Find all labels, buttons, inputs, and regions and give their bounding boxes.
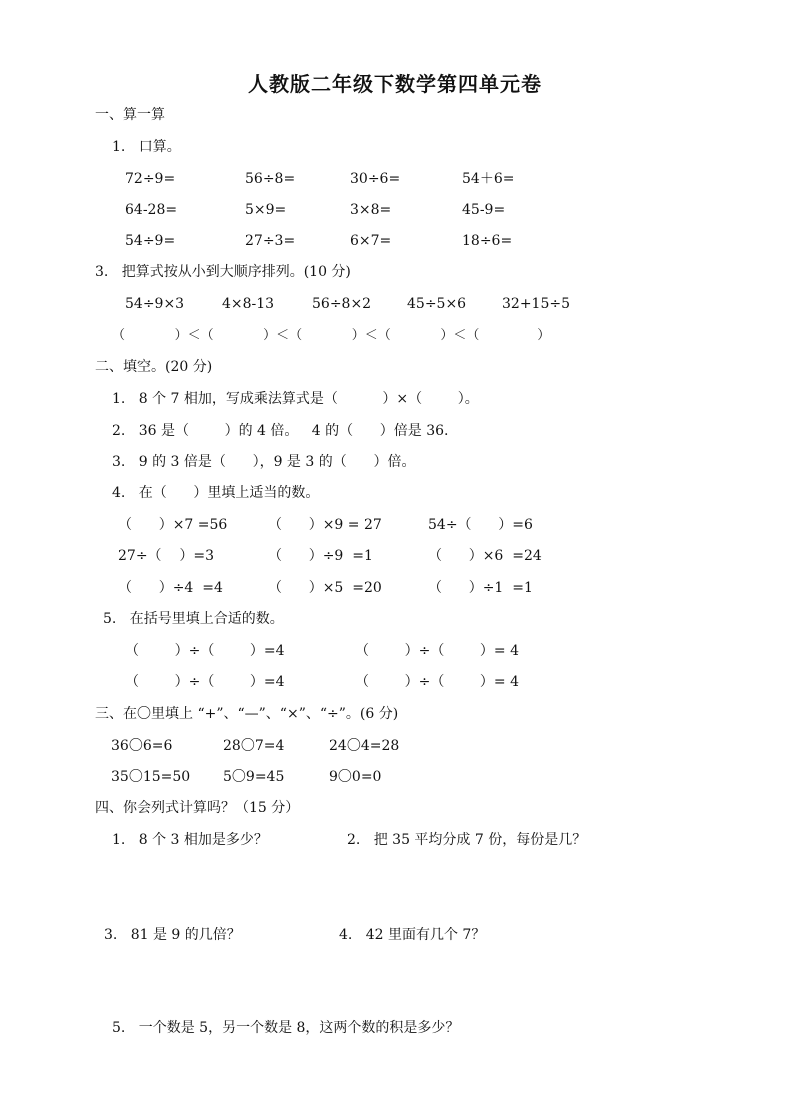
oral-row <box>125 170 685 188</box>
operator-item: 9〇0=0 <box>329 769 382 785</box>
question-2-2: 2. 36 是（ ）的 4 倍。 4 的（ ）倍是 36. <box>112 423 449 439</box>
oral-item: 6×7= <box>350 233 392 249</box>
oral-row <box>125 201 685 219</box>
oral-item: 72÷9= <box>125 171 176 187</box>
operator-item: 28〇7=4 <box>223 738 285 754</box>
order-answer-line: （ ）＜（ ）＜（ ）＜（ ）＜（ ） <box>112 328 551 343</box>
question-4-2: 2. 把 35 平均分成 7 份，每份是几？ <box>347 832 587 848</box>
section-1-heading: 一、算一算 <box>95 107 165 123</box>
fill-item: （ ）×6 =24 <box>428 548 542 564</box>
bracket-row <box>125 642 685 660</box>
question-2-3: 3. 9 的 3 倍是（ ），9 是 3 的（ ）倍。 <box>112 454 416 470</box>
section-3-heading: 三、在〇里填上 “+”、“—”、“×”、“÷”。(6 分) <box>95 706 399 722</box>
question-4-1: 1. 8 个 3 相加是多少？ <box>112 832 268 848</box>
oral-item: 54＋6= <box>462 171 515 187</box>
oral-item: 27÷3= <box>245 233 296 249</box>
expression-row <box>125 295 685 313</box>
page-title: 人教版二年级下数学第四单元卷 <box>248 72 542 96</box>
oral-row <box>125 232 685 250</box>
bracket-row <box>125 673 685 691</box>
expression-item: 32+15÷5 <box>502 296 570 312</box>
oral-item: 30÷6= <box>350 171 401 187</box>
fill-item: （ ）÷4 =4 <box>118 580 223 596</box>
bracket-item: （ ）÷（ ）= 4 <box>355 674 520 690</box>
bracket-item: （ ）÷（ ）=4 <box>125 643 285 659</box>
fill-row <box>118 547 678 565</box>
operator-item: 35〇15=50 <box>111 769 191 785</box>
operator-item: 24〇4=28 <box>329 738 400 754</box>
question-4-5: 5. 一个数是 5，另一个数是 8，这两个数的积是多少？ <box>112 1020 460 1036</box>
fill-item: 27÷（ ）=3 <box>118 548 214 564</box>
oral-item: 56÷8= <box>245 171 296 187</box>
fill-item: （ ）×5 =20 <box>268 580 382 596</box>
operator-row <box>111 768 671 786</box>
oral-item: 54÷9= <box>125 233 176 249</box>
question-4-4: 4. 42 里面有几个 7？ <box>339 927 486 943</box>
operator-item: 5〇9=45 <box>223 769 285 785</box>
expression-item: 4×8-13 <box>222 296 275 312</box>
operator-item: 36〇6=6 <box>111 738 173 754</box>
fill-item: （ ）×9 = 27 <box>268 517 382 533</box>
bracket-item: （ ）÷（ ）=4 <box>125 674 285 690</box>
fill-item: 54÷（ ）=6 <box>428 517 533 533</box>
fill-item: （ ）÷1 =1 <box>428 580 533 596</box>
question-2-1: 1. 8 个 7 相加，写成乘法算式是（ ）×（ ）。 <box>112 391 479 407</box>
fill-item: （ ）÷9 =1 <box>268 548 373 564</box>
question-1-3: 3. 把算式按从小到大顺序排列。(10 分) <box>95 264 351 280</box>
oral-item: 18÷6= <box>462 233 513 249</box>
expression-item: 45÷5×6 <box>407 296 467 312</box>
section-4-heading: 四、你会列式计算吗？（15 分） <box>95 800 300 816</box>
fill-item: （ ）×7 =56 <box>118 517 228 533</box>
operator-row <box>111 737 671 755</box>
fill-row <box>118 516 678 534</box>
fill-row <box>118 579 678 597</box>
oral-item: 64-28= <box>125 202 178 218</box>
bracket-item: （ ）÷（ ）= 4 <box>355 643 520 659</box>
expression-item: 56÷8×2 <box>312 296 372 312</box>
question-2-4: 4. 在（ ）里填上适当的数。 <box>112 485 320 501</box>
question-4-3: 3. 81 是 9 的几倍？ <box>104 927 241 943</box>
question-1-1: 1. 口算。 <box>112 139 181 155</box>
oral-item: 5×9= <box>245 202 287 218</box>
oral-item: 45-9= <box>462 202 506 218</box>
oral-item: 3×8= <box>350 202 392 218</box>
section-2-heading: 二、填空。(20 分) <box>95 359 213 375</box>
expression-item: 54÷9×3 <box>125 296 185 312</box>
question-2-5: 5. 在括号里填上合适的数。 <box>103 611 284 627</box>
